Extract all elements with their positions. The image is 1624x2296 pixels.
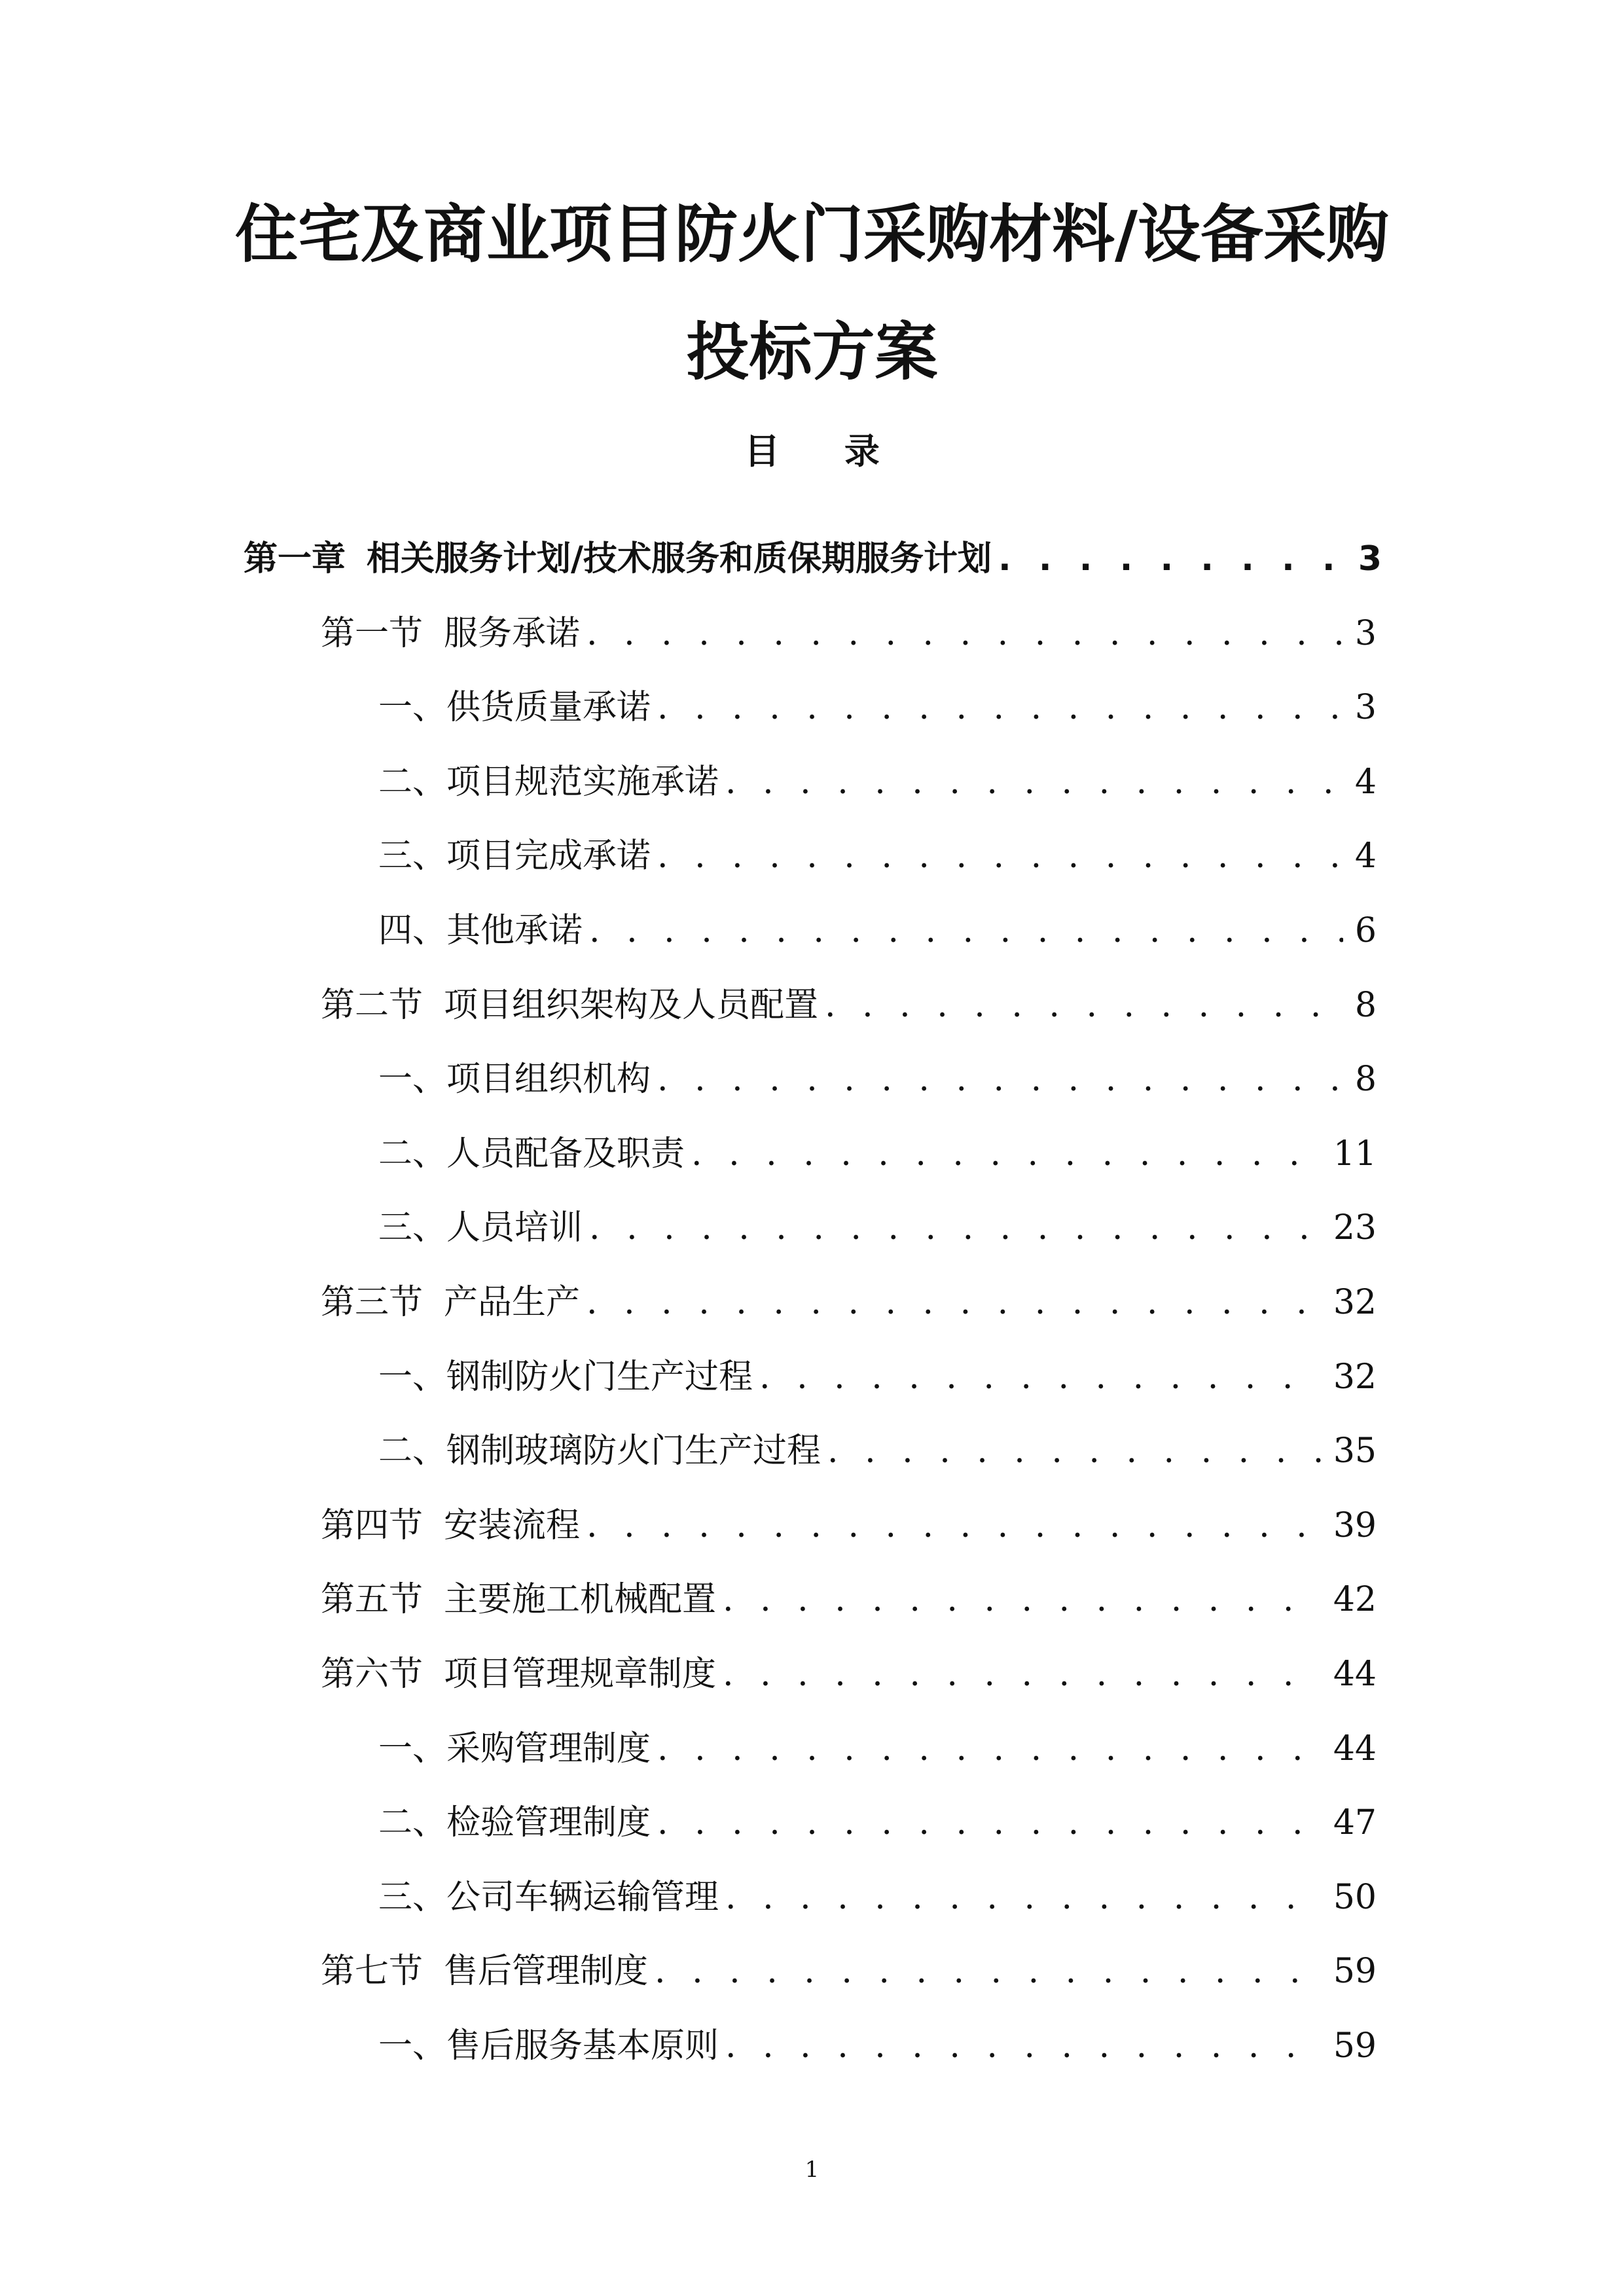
toc-entry-number: 第二节 <box>321 985 424 1025</box>
toc-entry-page: 4 <box>1354 762 1377 802</box>
toc-entry-label: 二、人员配备及职责 <box>378 1134 685 1174</box>
toc-dot-leader <box>725 2009 1322 2084</box>
toc-entry[interactable] <box>0 1563 1624 1638</box>
toc-dot-leader <box>586 1489 1322 1564</box>
toc-entry[interactable] <box>0 597 1624 672</box>
toc-dot-leader <box>586 1266 1322 1340</box>
toc-entry[interactable] <box>0 1043 1624 1117</box>
toc-dot-leader <box>655 1935 1322 2009</box>
toc-entry-page: 50 <box>1333 1877 1377 1917</box>
toc-dot-leader <box>723 1563 1322 1638</box>
toc-entry-page: 44 <box>1333 1729 1377 1768</box>
toc-entry-page: 47 <box>1333 1803 1377 1843</box>
toc-entry-page: 8 <box>1354 985 1377 1025</box>
toc-dot-leader <box>691 1117 1322 1192</box>
toc-entry-page: 3 <box>1354 688 1377 728</box>
toc-entry-number: 第三节 <box>321 1282 424 1322</box>
toc-entry[interactable] <box>0 1861 1624 1935</box>
toc-entry[interactable] <box>0 819 1624 894</box>
toc-entry[interactable] <box>0 969 1624 1043</box>
toc-dot-leader <box>657 1712 1322 1787</box>
toc-dot-leader <box>759 1340 1322 1415</box>
toc-entry-label: 项目管理规章制度 <box>444 1654 717 1694</box>
toc-entry-label: 一、项目组织机构 <box>378 1060 651 1100</box>
toc-entry-label: 产品生产 <box>444 1282 581 1322</box>
toc-entry[interactable] <box>0 1340 1624 1415</box>
toc-entry-page: 35 <box>1333 1431 1377 1471</box>
toc-dot-leader <box>725 1861 1322 1935</box>
toc-entry-page: 42 <box>1333 1580 1377 1620</box>
toc-entry-label: 三、项目完成承诺 <box>378 836 651 876</box>
toc-entry-page: 6 <box>1354 910 1377 950</box>
toc-entry-label: 相关服务计划/技术服务和质保期服务计划 <box>367 539 992 579</box>
toc-entry-page: 8 <box>1354 1060 1377 1100</box>
toc-entry-page: 4 <box>1354 836 1377 876</box>
toc-entry[interactable] <box>0 745 1624 820</box>
toc-entry-label: 二、检验管理制度 <box>378 1803 651 1843</box>
toc-entry-number: 第六节 <box>321 1654 424 1694</box>
toc-entry-page: 44 <box>1333 1654 1377 1694</box>
toc-entry-page: 59 <box>1333 2026 1377 2066</box>
toc-dot-leader <box>998 522 1346 597</box>
toc-entry-page: 32 <box>1333 1357 1377 1397</box>
toc-heading: 目 录 <box>744 431 906 472</box>
toc-entry-page: 3 <box>1354 613 1377 653</box>
toc-dot-leader <box>589 894 1343 969</box>
toc-dot-leader <box>657 671 1343 745</box>
toc-entry[interactable] <box>0 2009 1624 2084</box>
toc-entry[interactable] <box>0 1935 1624 2009</box>
toc-entry-label: 四、其他承诺 <box>378 910 583 950</box>
toc-entry-label: 一、售后服务基本原则 <box>378 2026 719 2066</box>
toc-dot-leader <box>586 597 1343 672</box>
toc-entry[interactable] <box>0 1117 1624 1192</box>
toc-entry-label: 安装流程 <box>444 1505 581 1545</box>
toc-entry[interactable] <box>0 1638 1624 1712</box>
toc-entry-label: 二、项目规范实施承诺 <box>378 762 719 802</box>
document-title-line-1: 住宅及商业项目防火门采购材料/设备采购 <box>234 198 1390 271</box>
toc-entry-label: 一、供货质量承诺 <box>378 688 651 728</box>
toc-entry[interactable] <box>0 671 1624 745</box>
toc-dot-leader <box>657 1786 1322 1861</box>
table-of-contents <box>0 522 1624 2083</box>
toc-entry-page: 59 <box>1333 1952 1377 1992</box>
toc-dot-leader <box>589 1191 1322 1266</box>
toc-entry-label: 服务承诺 <box>444 613 581 653</box>
toc-entry[interactable] <box>0 1786 1624 1861</box>
toc-entry-label: 二、钢制玻璃防火门生产过程 <box>378 1431 821 1471</box>
page-number: 1 <box>804 2157 820 2183</box>
toc-entry-label: 三、公司车辆运输管理 <box>378 1877 719 1917</box>
toc-entry[interactable] <box>0 522 1624 597</box>
toc-entry-label: 一、采购管理制度 <box>378 1729 651 1768</box>
toc-entry-page: 23 <box>1333 1208 1377 1248</box>
toc-entry-label: 一、钢制防火门生产过程 <box>378 1357 753 1397</box>
toc-entry[interactable] <box>0 1414 1624 1489</box>
toc-entry[interactable] <box>0 1712 1624 1787</box>
toc-entry-label: 售后管理制度 <box>444 1952 649 1992</box>
toc-dot-leader <box>723 1638 1322 1712</box>
toc-dot-leader <box>657 1043 1343 1117</box>
toc-entry-number: 第五节 <box>321 1580 424 1620</box>
toc-entry-number: 第七节 <box>321 1952 424 1992</box>
toc-dot-leader <box>825 969 1343 1043</box>
toc-entry-page: 11 <box>1333 1134 1377 1174</box>
toc-entry-page: 3 <box>1358 539 1382 579</box>
toc-entry-number: 第四节 <box>321 1505 424 1545</box>
toc-entry[interactable] <box>0 1191 1624 1266</box>
toc-entry[interactable] <box>0 1266 1624 1340</box>
toc-entry-number: 第一节 <box>321 613 424 653</box>
toc-dot-leader <box>827 1414 1322 1489</box>
toc-entry-label: 三、人员培训 <box>378 1208 583 1248</box>
toc-entry-page: 39 <box>1333 1505 1377 1545</box>
toc-entry-label: 项目组织架构及人员配置 <box>444 985 819 1025</box>
toc-dot-leader <box>725 745 1343 820</box>
toc-entry[interactable] <box>0 894 1624 969</box>
document-title-line-2: 投标方案 <box>686 315 938 389</box>
toc-entry-number: 第一章 <box>244 539 346 579</box>
toc-dot-leader <box>657 819 1343 894</box>
toc-entry-page: 32 <box>1333 1282 1377 1322</box>
toc-entry-label: 主要施工机械配置 <box>444 1580 717 1620</box>
toc-entry[interactable] <box>0 1489 1624 1564</box>
